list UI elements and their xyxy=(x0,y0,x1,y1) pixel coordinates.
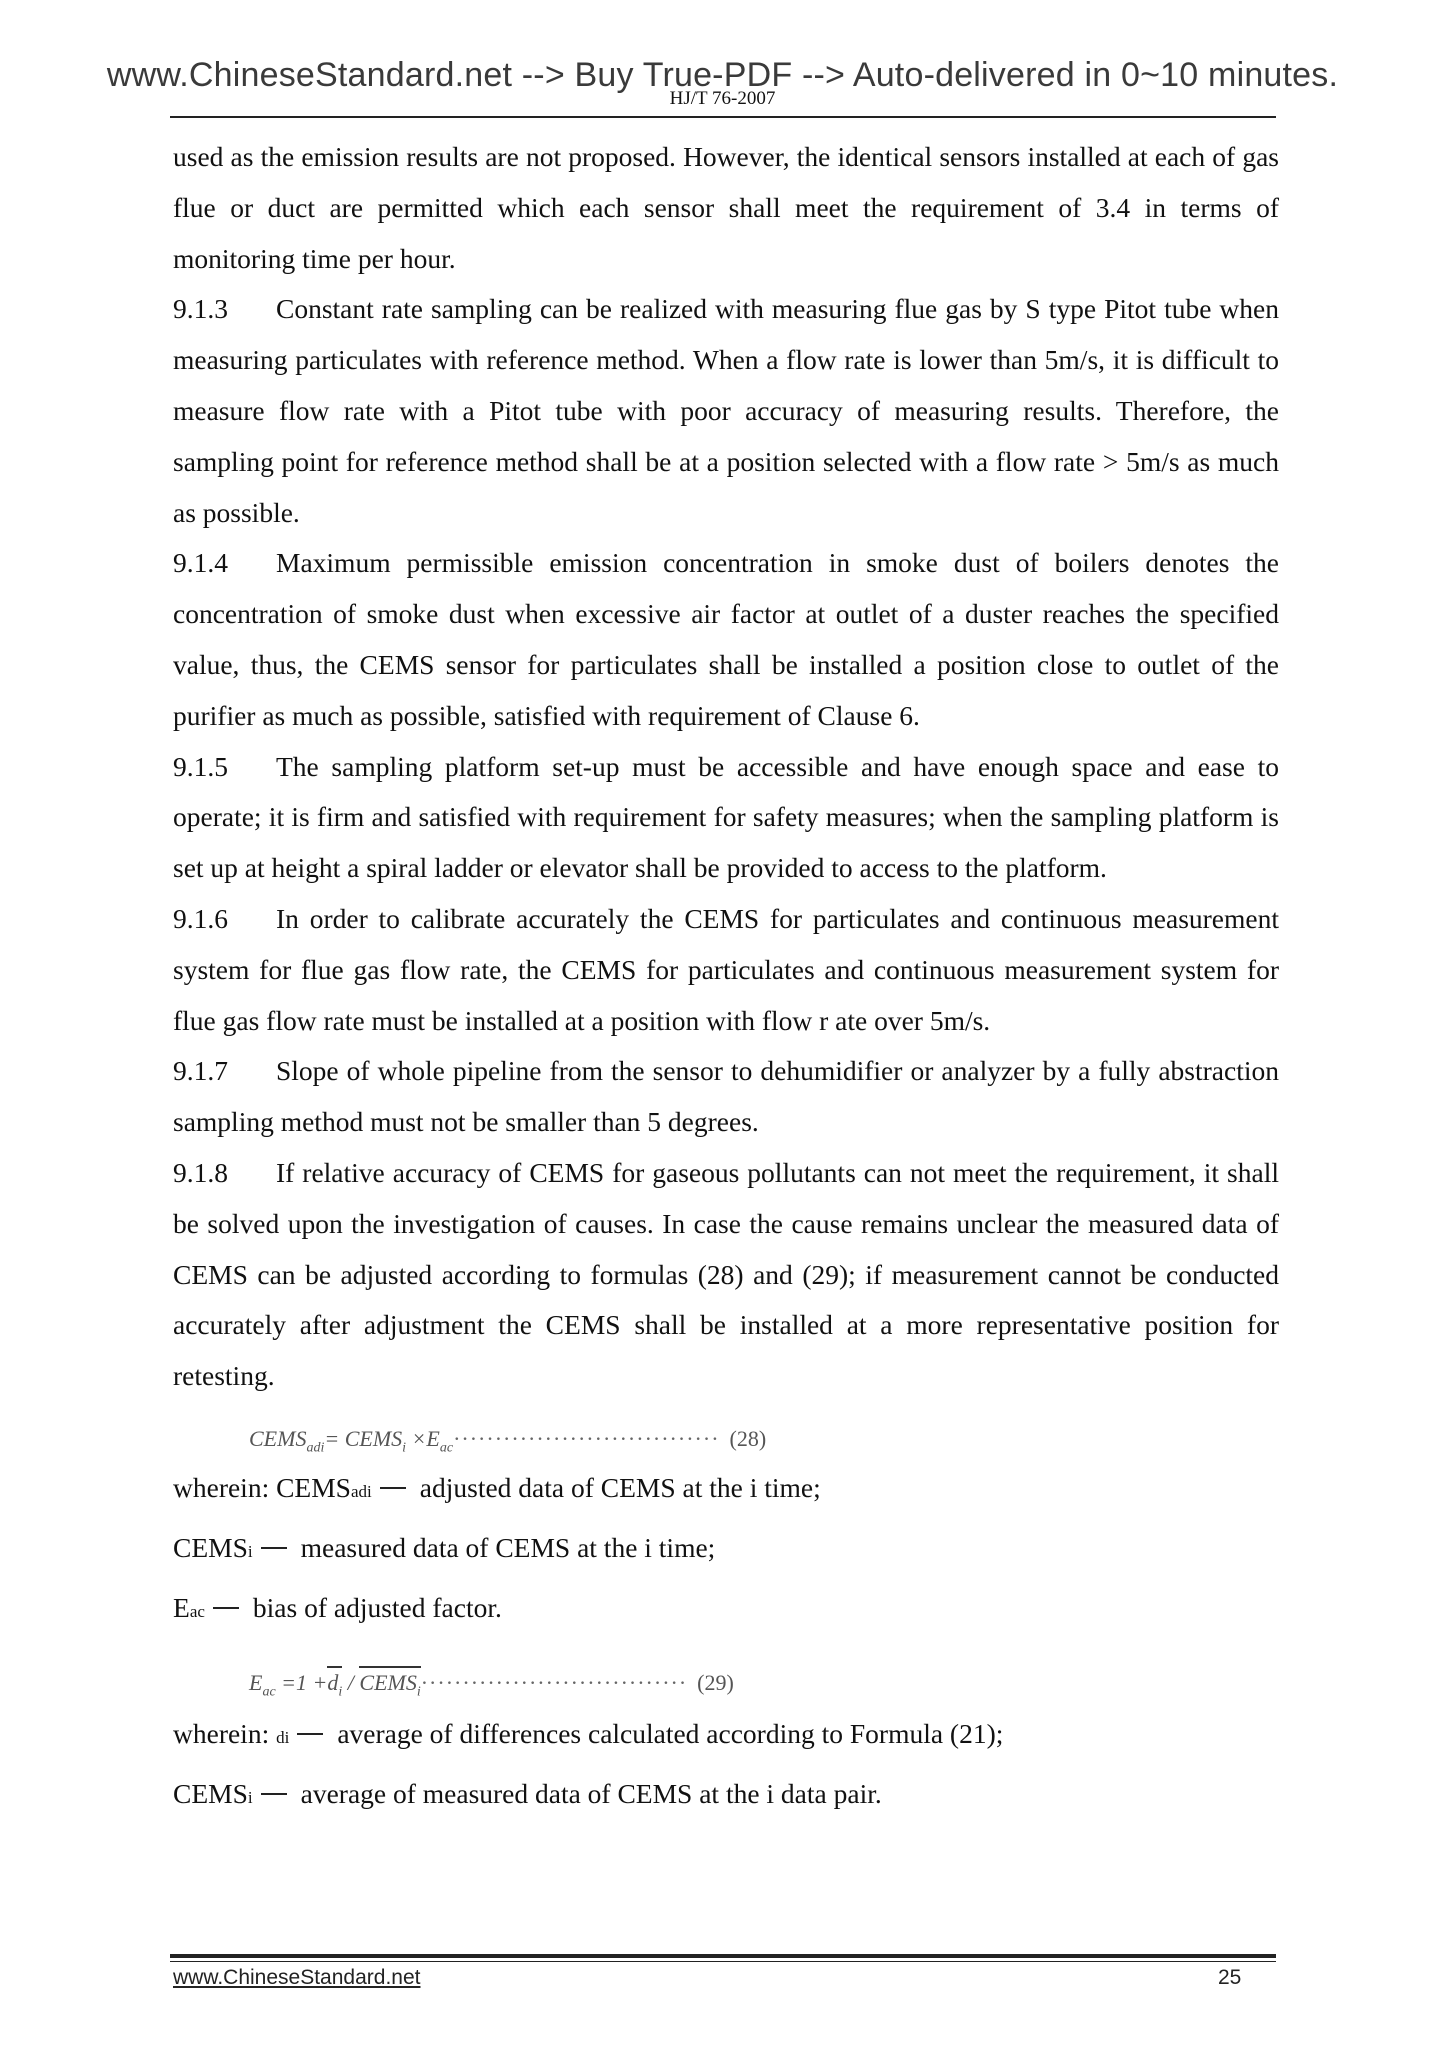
definition-symbol: CEMS xyxy=(173,1777,248,1809)
definition-text: adjusted data of CEMS at the i time; xyxy=(419,1471,821,1503)
formula-subscript: i xyxy=(402,1440,407,1456)
formula-29 xyxy=(173,1640,1279,1706)
definition-text: measured data of CEMS at the i time; xyxy=(300,1531,716,1563)
clause-9-1-4 xyxy=(173,538,1279,741)
formula-subscript: ac xyxy=(439,1440,454,1456)
definition-subscript: adi xyxy=(350,1481,372,1501)
definition-subscript: i xyxy=(247,1787,253,1807)
footer-divider-thin xyxy=(170,1961,1276,1962)
clause-text: If relative accuracy of CEMS for gaseous pollutants can not meet the requirement, it shall be solved upon the investigation of causes. In case the cause remains unclear the measured data of CEMS can be adjusted according to formulas (28) and (29); if measurement cannot be conducted accurately after adjustment the CEMS shall be installed at a more representative position for retesting. xyxy=(173,1156,1279,1392)
body-text xyxy=(173,132,1279,1826)
definition-symbol: CEMS xyxy=(276,1471,351,1503)
formula-overlined-term xyxy=(359,1666,421,1700)
formula-term: E xyxy=(249,1669,263,1695)
formula-term: CEMS xyxy=(344,1425,403,1451)
formula-operator: / xyxy=(342,1669,360,1695)
definition-subscript: i xyxy=(247,1541,253,1561)
formula-operator: = xyxy=(324,1425,345,1451)
clause-text: In order to calibrate accurately the CEMS for particulates and continuous measurement system for flue gas flow rate, the CEMS for particulates and continuous measurement system for flue gas flow rate must be installed at a position with flow r ate over 5m/s. xyxy=(173,902,1279,1036)
wherein-label: wherein: xyxy=(173,1471,277,1503)
clause-number: 9.1.6 xyxy=(173,902,228,934)
formula-operator: =1 + xyxy=(275,1669,328,1695)
definition-symbol: CEMS xyxy=(173,1531,248,1563)
wherein-label: wherein: xyxy=(173,1717,277,1749)
header-divider xyxy=(170,116,1276,118)
formula-term: d xyxy=(327,1669,339,1695)
formula-term: CEMS xyxy=(249,1425,307,1451)
em-dash xyxy=(380,1487,406,1489)
definition-eac xyxy=(173,1580,1279,1640)
em-dash xyxy=(213,1607,239,1609)
formula-subscript: i xyxy=(338,1684,343,1700)
clause-9-1-8 xyxy=(173,1148,1279,1402)
clause-9-1-5 xyxy=(173,742,1279,894)
clause-number: 9.1.7 xyxy=(173,1055,228,1087)
clause-9-1-7 xyxy=(173,1046,1279,1148)
clause-number: 9.1.4 xyxy=(173,547,228,579)
clause-text: The sampling platform set-up must be accessible and have enough space and ease to operate; it is firm and satisfied with requirement for safety measures; when the sampling platform is set up at height a spiral ladder or elevator shall be provided to access to the platform. xyxy=(173,750,1279,884)
em-dash xyxy=(297,1733,323,1735)
footer-website-link[interactable]: www.ChineseStandard.net xyxy=(173,1966,421,1989)
standard-code: HJ/T 76-2007 xyxy=(669,88,776,109)
clause-number: 9.1.5 xyxy=(173,750,228,782)
em-dash xyxy=(261,1547,287,1549)
formula-operator: × xyxy=(406,1425,427,1451)
definition-subscript: ac xyxy=(189,1601,205,1621)
formula-subscript: i xyxy=(416,1684,421,1700)
formula-subscript: ac xyxy=(262,1684,276,1700)
formula-subscript: adi xyxy=(306,1440,325,1456)
formula-leader-dots: ································ xyxy=(453,1425,720,1451)
formula-leader-dots: ································ xyxy=(420,1669,688,1695)
formula-term: E xyxy=(426,1425,440,1451)
formula-number: (28) xyxy=(729,1425,767,1451)
em-dash xyxy=(261,1793,287,1795)
clause-text: Slope of whole pipeline from the sensor to dehumidifier or analyzer by a fully abstraction sampling method must not be smaller than 5 degrees. xyxy=(173,1055,1279,1138)
formula-overlined-term xyxy=(327,1666,343,1700)
paragraph-continued: used as the emission results are not proposed. However, the identical sensors installed at each of gas flue or duct are permitted which each sensor shall meet the requirement of 3.4 in terms of monitoring time per hour. xyxy=(173,141,1279,274)
clause-9-1-3 xyxy=(173,284,1279,538)
page-number: 25 xyxy=(1218,1966,1242,1989)
formula-number: (29) xyxy=(697,1669,734,1695)
promo-banner[interactable]: www.ChineseStandard.net --> Buy True-PDF --> Auto-delivered in 0~10 minutes. xyxy=(106,56,1339,94)
definition-symbol: E xyxy=(173,1591,190,1623)
definition-symbol: di xyxy=(276,1727,290,1747)
clause-text: Maximum permissible emission concentration in smoke dust of boilers denotes the concentration of smoke dust when excessive air factor at outlet of a duster reaches the specified value, thus, the CEMS sensor for particulates shall be installed a position close to outlet of the purifier as much as possible, satisfied with requirement of Clause 6. xyxy=(173,547,1279,731)
definition-text: average of measured data of CEMS at the i data pair. xyxy=(300,1777,882,1809)
formula-28 xyxy=(173,1402,1279,1460)
definition-cems-i xyxy=(173,1520,1279,1580)
clause-text: Constant rate sampling can be realized with measuring flue gas by S type Pitot tube when measuring particulates with reference method. When a flow rate is lower than 5m/s, it is difficult to measure flow rate with a Pitot tube with poor accuracy of measuring results. Therefore, the sampling point for reference method shall be at a position selected with a flow rate > 5m/s as much as possible. xyxy=(173,293,1279,528)
formula-term: CEMS xyxy=(359,1669,417,1695)
definition-cems-i-average xyxy=(173,1766,1279,1826)
clause-number: 9.1.8 xyxy=(173,1156,228,1188)
footer-divider-thick xyxy=(170,1954,1276,1958)
definition-text: bias of adjusted factor. xyxy=(252,1591,502,1623)
clause-9-1-6 xyxy=(173,894,1279,1046)
definition-text: average of differences calculated according to Formula (21); xyxy=(337,1717,1004,1749)
clause-number: 9.1.3 xyxy=(173,293,228,325)
